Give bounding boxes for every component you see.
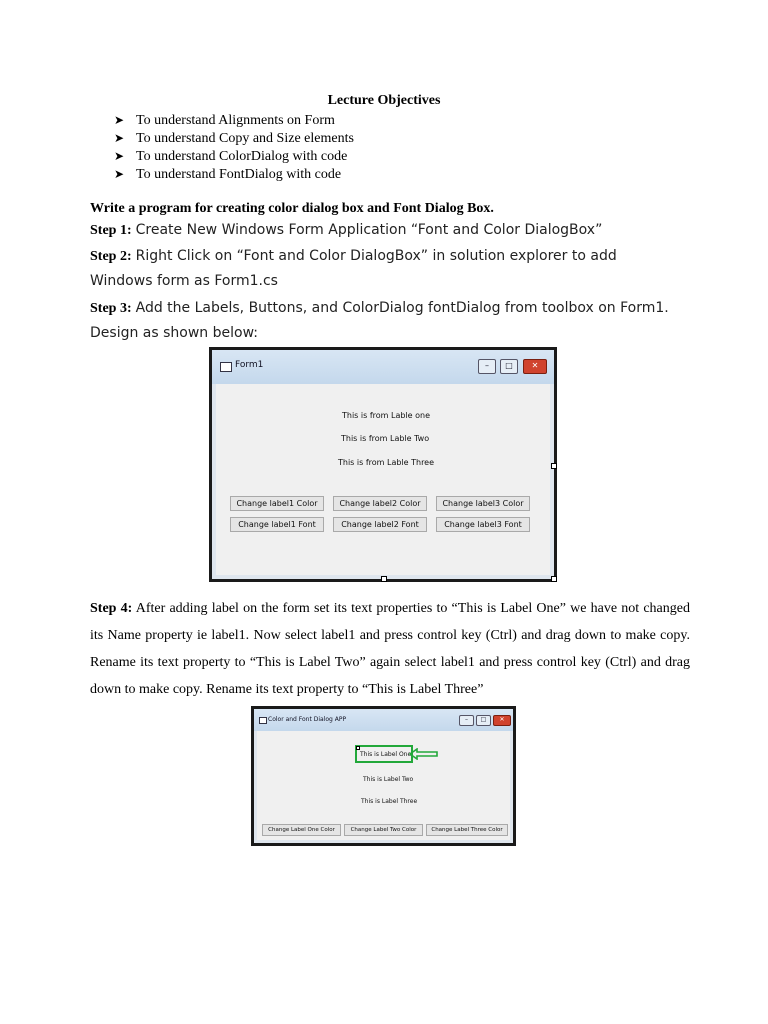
change-label1-color-button[interactable]: Change label1 Color bbox=[230, 496, 324, 511]
label1: This is Label One bbox=[360, 751, 412, 758]
task-heading: Write a program for creating color dialog box and Font Dialog Box. bbox=[90, 201, 494, 216]
objective-item: ➤ To understand ColorDialog with code bbox=[114, 149, 348, 164]
step-1 bbox=[90, 221, 602, 239]
label1: This is from Lable one bbox=[342, 411, 430, 420]
change-label-one-color-button[interactable]: Change Label One Color bbox=[262, 824, 341, 836]
step-text-continued: Windows form as Form1.cs bbox=[90, 273, 278, 289]
label2: This is from Lable Two bbox=[341, 434, 430, 443]
minimize-icon[interactable]: – bbox=[478, 359, 496, 374]
label3: This is Label Three bbox=[361, 798, 418, 805]
lecture-title: Lecture Objectives bbox=[327, 93, 441, 108]
step-label: Step 3: bbox=[90, 301, 132, 316]
form2-titlebar bbox=[254, 709, 513, 731]
form2-title: Color and Font Dialog APP bbox=[268, 716, 347, 723]
minimize-icon[interactable]: – bbox=[459, 715, 474, 726]
step-4 bbox=[90, 595, 690, 703]
step-label: Step 2: bbox=[90, 249, 132, 264]
form1-title: Form1 bbox=[235, 360, 264, 370]
form1-screenshot bbox=[209, 347, 557, 582]
form1-client-area bbox=[216, 384, 550, 575]
step-text: Create New Windows Form Application “Font and Color DialogBox” bbox=[135, 222, 603, 238]
maximize-icon[interactable]: □ bbox=[476, 715, 491, 726]
objective-item: ➤ To understand FontDialog with code bbox=[114, 167, 342, 182]
step-text: Add the Labels, Buttons, and ColorDialog fontDialog from toolbox on Form1. bbox=[135, 300, 669, 316]
step-text: Right Click on “Font and Color DialogBox” in solution explorer to add bbox=[135, 248, 617, 264]
close-icon[interactable]: ✕ bbox=[493, 715, 511, 726]
color-font-app-screenshot bbox=[251, 706, 516, 846]
change-label3-color-button[interactable]: Change label3 Color bbox=[436, 496, 530, 511]
step-label: Step 4: bbox=[90, 601, 133, 616]
arrow-bullet-icon: ➤ bbox=[114, 131, 125, 145]
change-label2-color-button[interactable]: Change label2 Color bbox=[333, 496, 427, 511]
form2-client-area bbox=[257, 731, 510, 840]
arrow-bullet-icon: ➤ bbox=[114, 167, 125, 181]
step-3 bbox=[90, 299, 669, 317]
selection-handle[interactable] bbox=[356, 746, 360, 750]
change-label3-font-button[interactable]: Change label3 Font bbox=[436, 517, 530, 532]
resize-handle[interactable] bbox=[551, 576, 557, 582]
window-icon bbox=[259, 717, 267, 724]
step-label: Step 1: bbox=[90, 223, 132, 238]
step-text-continued: Design as shown below: bbox=[90, 325, 258, 341]
label2: This is Label Two bbox=[363, 776, 414, 783]
label3: This is from Lable Three bbox=[338, 458, 435, 467]
change-label1-font-button[interactable]: Change label1 Font bbox=[230, 517, 324, 532]
arrow-left-icon bbox=[409, 748, 439, 760]
change-label-three-color-button[interactable]: Change Label Three Color bbox=[426, 824, 508, 836]
objective-item: ➤ To understand Copy and Size elements bbox=[114, 131, 354, 146]
arrow-bullet-icon: ➤ bbox=[114, 113, 125, 127]
step-text: After adding label on the form set its text properties to “This is Label One” we have not changed its Name property ie label1. Now select label1 and press control key (Ctrl) and drag down to make copy. Rename its text property to “This is Label Two” again select label1 and press control key (Ctrl) and drag down to make copy. Rename its text property to “This is Label Three” bbox=[90, 601, 690, 697]
change-label-two-color-button[interactable]: Change Label Two Color bbox=[344, 824, 423, 836]
step-2 bbox=[90, 247, 617, 265]
objective-item: ➤ To understand Alignments on Form bbox=[114, 113, 335, 128]
close-icon[interactable]: ✕ bbox=[523, 359, 547, 374]
arrow-bullet-icon: ➤ bbox=[114, 149, 125, 163]
window-icon bbox=[220, 362, 232, 372]
resize-handle[interactable] bbox=[551, 463, 557, 469]
resize-handle[interactable] bbox=[381, 576, 387, 582]
change-label2-font-button[interactable]: Change label2 Font bbox=[333, 517, 427, 532]
maximize-icon[interactable]: □ bbox=[500, 359, 518, 374]
form1-titlebar bbox=[212, 350, 554, 384]
